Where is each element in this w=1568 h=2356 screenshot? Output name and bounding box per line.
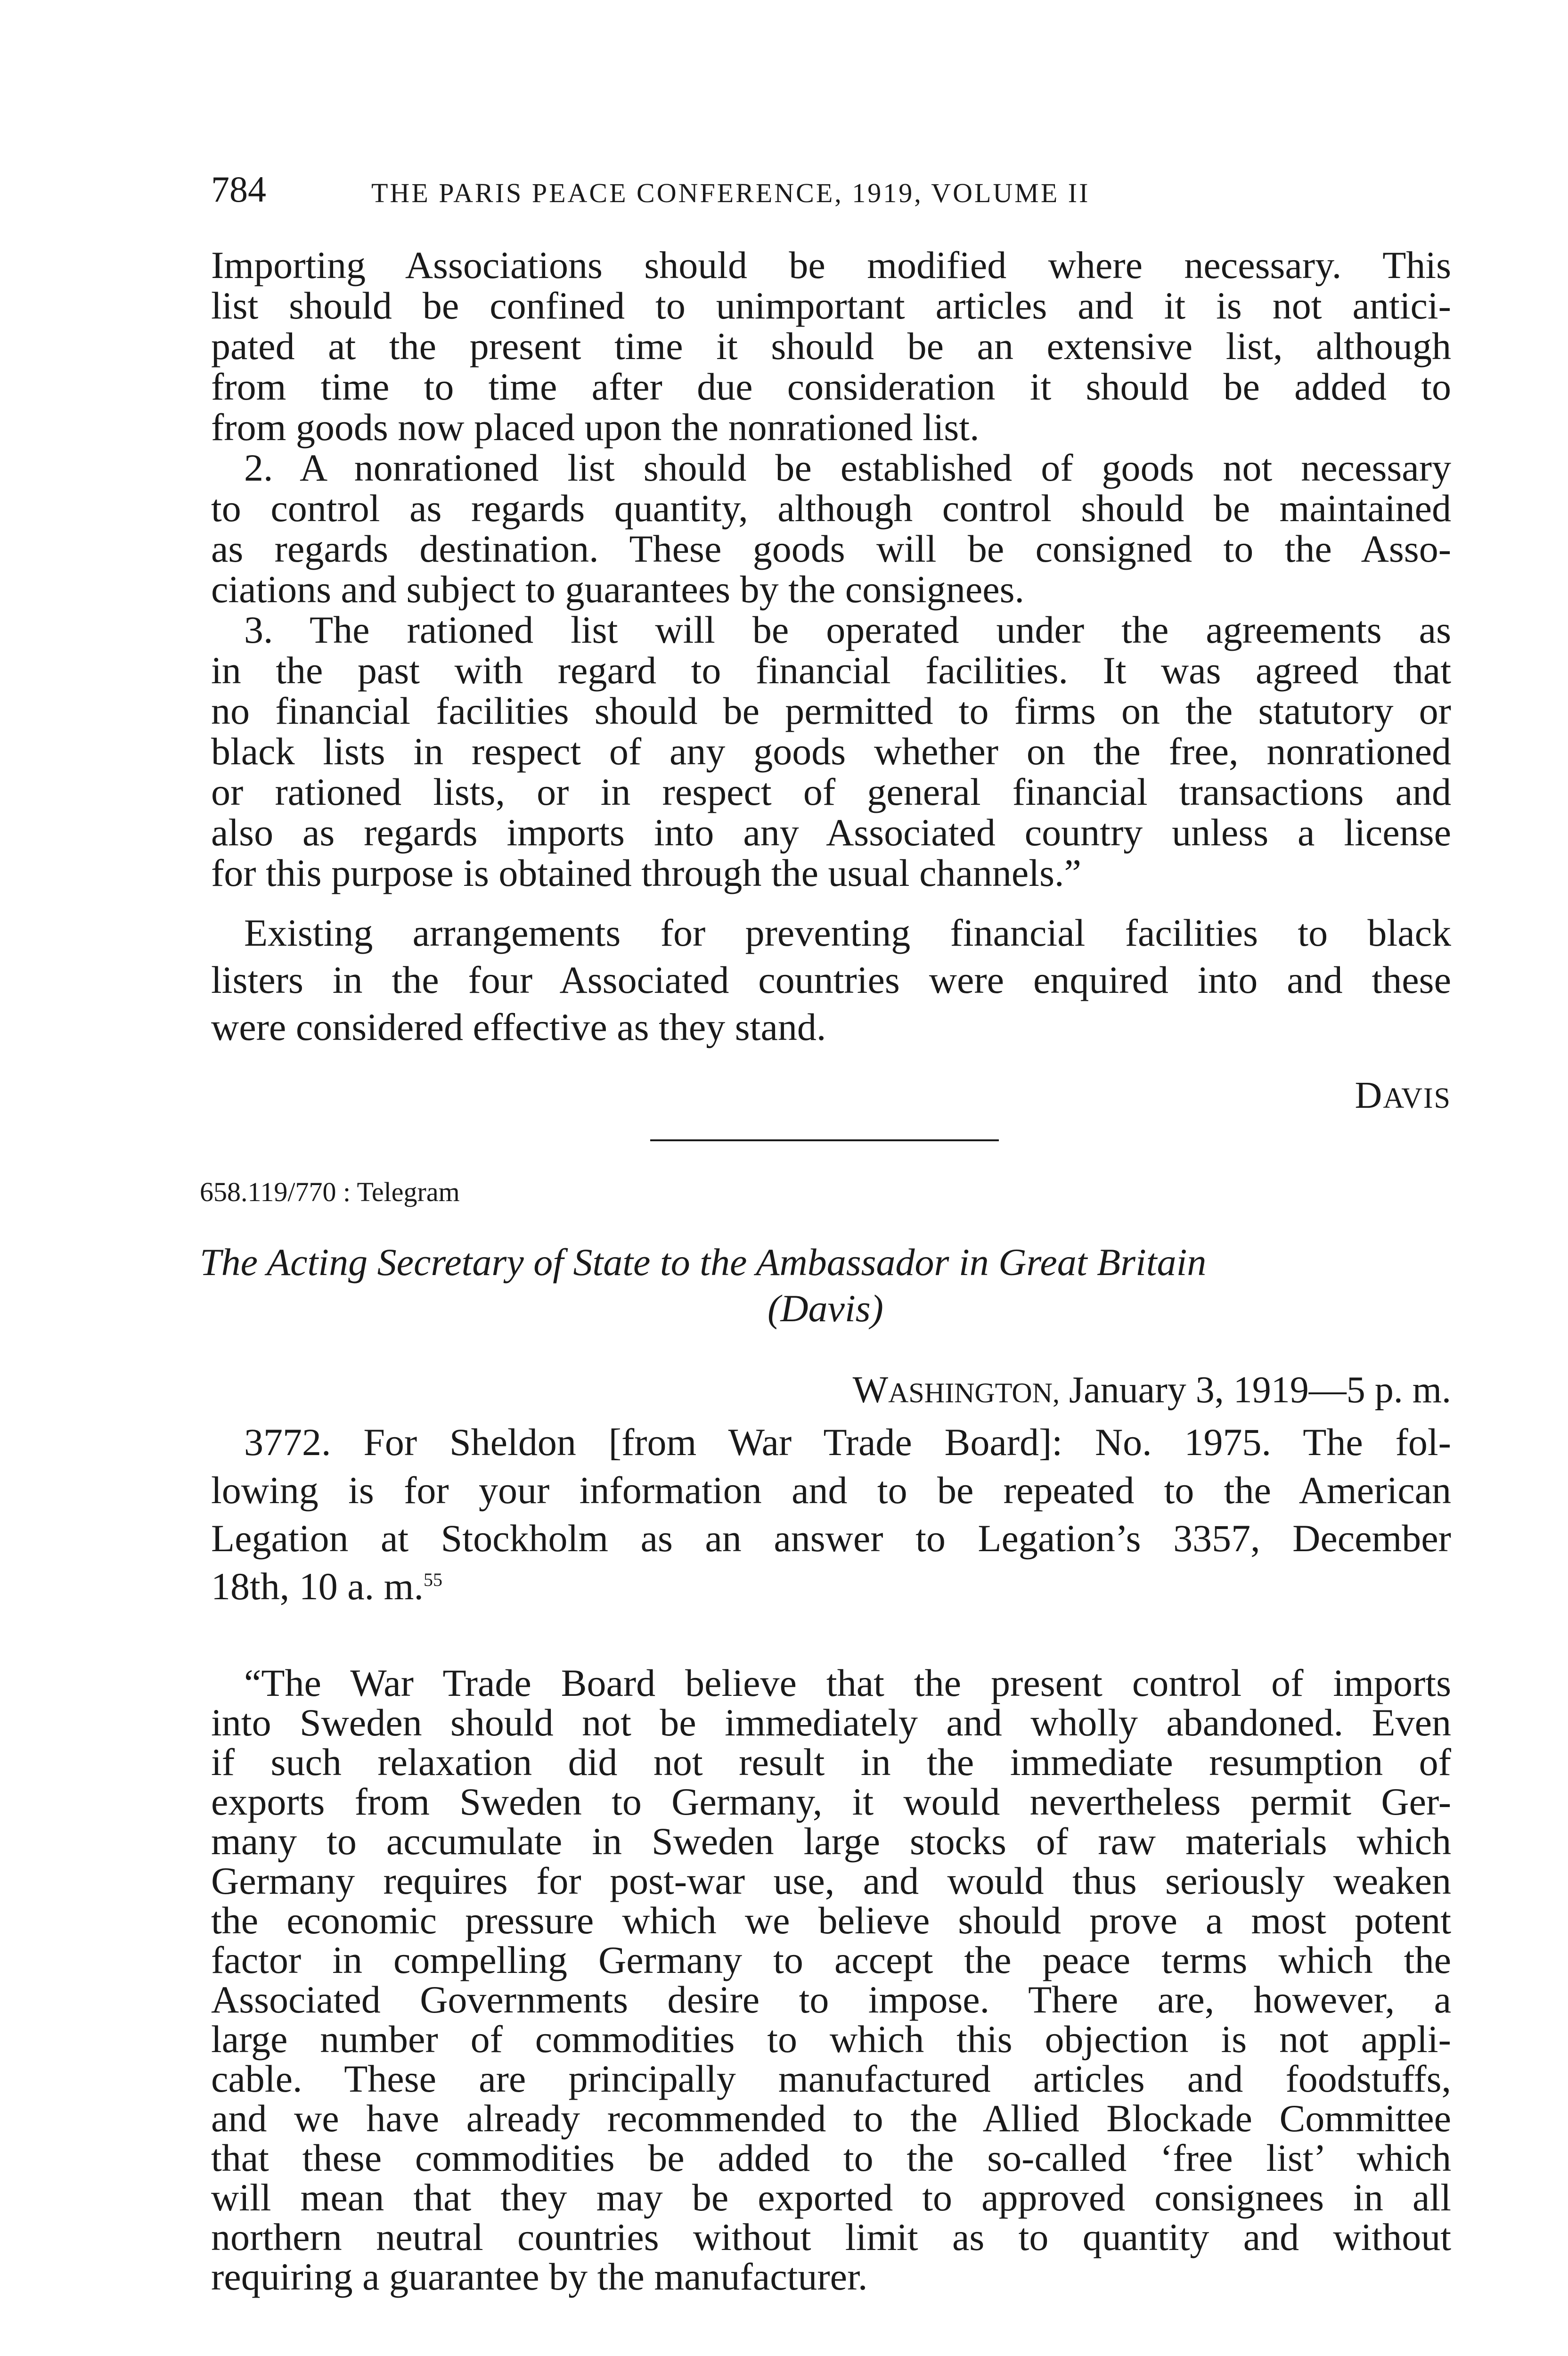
text-line: “The War Trade Board believe that the present control of imports bbox=[244, 1661, 1451, 1704]
dateline bbox=[853, 1366, 1451, 1416]
text-line: for this purpose is obtained through the usual channels.” bbox=[211, 851, 1081, 894]
text-line: no financial facilities should be permitted to firms on the statutory or bbox=[211, 689, 1451, 732]
dateline-city-rest: ASHINGTON, bbox=[888, 1377, 1060, 1408]
signature-rest: AVIS bbox=[1383, 1082, 1451, 1114]
text-line: ciations and subject to guarantees by the consignees. bbox=[211, 568, 1025, 611]
quoted-message-paragraph bbox=[211, 1663, 1451, 2297]
text-line: or rationed lists, or in respect of general financial transactions and bbox=[211, 770, 1451, 813]
text-line: exports from Sweden to Germany, it would nevertheless permit Ger- bbox=[211, 1780, 1451, 1823]
text-line: also as regards imports into any Associated country unless a license bbox=[211, 811, 1451, 854]
text-line: lowing is for your information and to be repeated to the American bbox=[211, 1469, 1451, 1512]
text-line: Germany requires for post-war use, and would thus seriously weaken bbox=[211, 1859, 1451, 1902]
dateline-city-initial: W bbox=[852, 1369, 889, 1411]
title-line: The Acting Secretary of State to the Ambassador in Great Britain bbox=[200, 1241, 1207, 1284]
text-line: will mean that they may be exported to approved consignees in all bbox=[211, 2176, 1451, 2219]
dateline-date: January 3, 1919—5 p. m. bbox=[1069, 1369, 1451, 1411]
text-line: cable. These are principally manufactured articles and foodstuffs, bbox=[211, 2057, 1451, 2100]
text-line: from time to time after due consideration it should be added to bbox=[211, 365, 1451, 408]
telegram-intro-paragraph bbox=[211, 1418, 1451, 1611]
document-title bbox=[200, 1239, 1451, 1332]
text-line: if such relaxation did not result in the immediate resumption of bbox=[211, 1741, 1451, 1783]
footnote-marker: 55 bbox=[423, 1569, 442, 1590]
running-title: THE PARIS PEACE CONFERENCE, 1919, VOLUME II bbox=[371, 178, 1090, 208]
text-line bbox=[211, 1562, 1451, 1611]
text-line: as regards destination. These goods will be consigned to the Asso- bbox=[211, 527, 1451, 570]
text-line: Legation at Stockholm as an answer to Legation’s 3357, December bbox=[211, 1517, 1451, 1560]
file-reference: 658.119/770 : Telegram bbox=[200, 1177, 460, 1207]
text-line: pated at the present time it should be an extensive list, although bbox=[211, 325, 1451, 368]
text-line: from goods now placed upon the nonrationed list. bbox=[211, 406, 980, 449]
text-line: the economic pressure which we believe should prove a most potent bbox=[211, 1899, 1451, 1942]
section-divider bbox=[650, 1139, 999, 1141]
text-line: were considered effective as they stand. bbox=[211, 1006, 826, 1048]
text-line: 2. A nonrationed list should be established of goods not necessary bbox=[244, 446, 1451, 489]
continued-quote-paragraph bbox=[211, 245, 1451, 893]
text-line: many to accumulate in Sweden large stocks of raw materials which bbox=[211, 1820, 1451, 1863]
text-line: black lists in respect of any goods whether on the free, nonrationed bbox=[211, 730, 1451, 773]
text-line: northern neutral countries without limit as to quantity and without bbox=[211, 2216, 1451, 2258]
text-line: and we have already recommended to the Allied Blockade Committee bbox=[211, 2097, 1451, 2140]
text-line: listers in the four Associated countries were enquired into and these bbox=[211, 958, 1451, 1001]
signature bbox=[1355, 1074, 1451, 1117]
text-line-content: 18th, 10 a. m. bbox=[211, 1565, 424, 1608]
closing-paragraph bbox=[211, 909, 1451, 1051]
text-line: 3. The rationed list will be operated under the agreements as bbox=[244, 608, 1451, 651]
signature-initial: D bbox=[1355, 1075, 1383, 1116]
text-line: list should be confined to unimportant articles and it is not antici- bbox=[211, 284, 1451, 327]
text-line: factor in compelling Germany to accept the peace terms which the bbox=[211, 1939, 1451, 1981]
page-number: 784 bbox=[211, 169, 266, 210]
text-line: that these commodities be added to the so-called ‘free list’ which bbox=[211, 2136, 1451, 2179]
text-line: requiring a guarantee by the manufacturer. bbox=[211, 2255, 868, 2298]
text-line: Existing arrangements for preventing financial facilities to black bbox=[244, 911, 1451, 954]
text-line: Associated Governments desire to impose. There are, however, a bbox=[211, 1978, 1451, 2021]
text-line: in the past with regard to financial facilities. It was agreed that bbox=[211, 649, 1451, 692]
page-header bbox=[211, 166, 1451, 213]
text-line: large number of commodities to which this objection is not appli- bbox=[211, 2018, 1451, 2061]
text-line: Importing Associations should be modified where necessary. This bbox=[211, 244, 1451, 286]
text-line: to control as regards quantity, although control should be maintained bbox=[211, 487, 1451, 530]
text-line: into Sweden should not be immediately and wholly abandoned. Even bbox=[211, 1701, 1451, 1744]
text-line: 3772. For Sheldon [from War Trade Board]: No. 1975. The fol- bbox=[244, 1421, 1451, 1464]
title-line: (Davis) bbox=[768, 1287, 883, 1330]
